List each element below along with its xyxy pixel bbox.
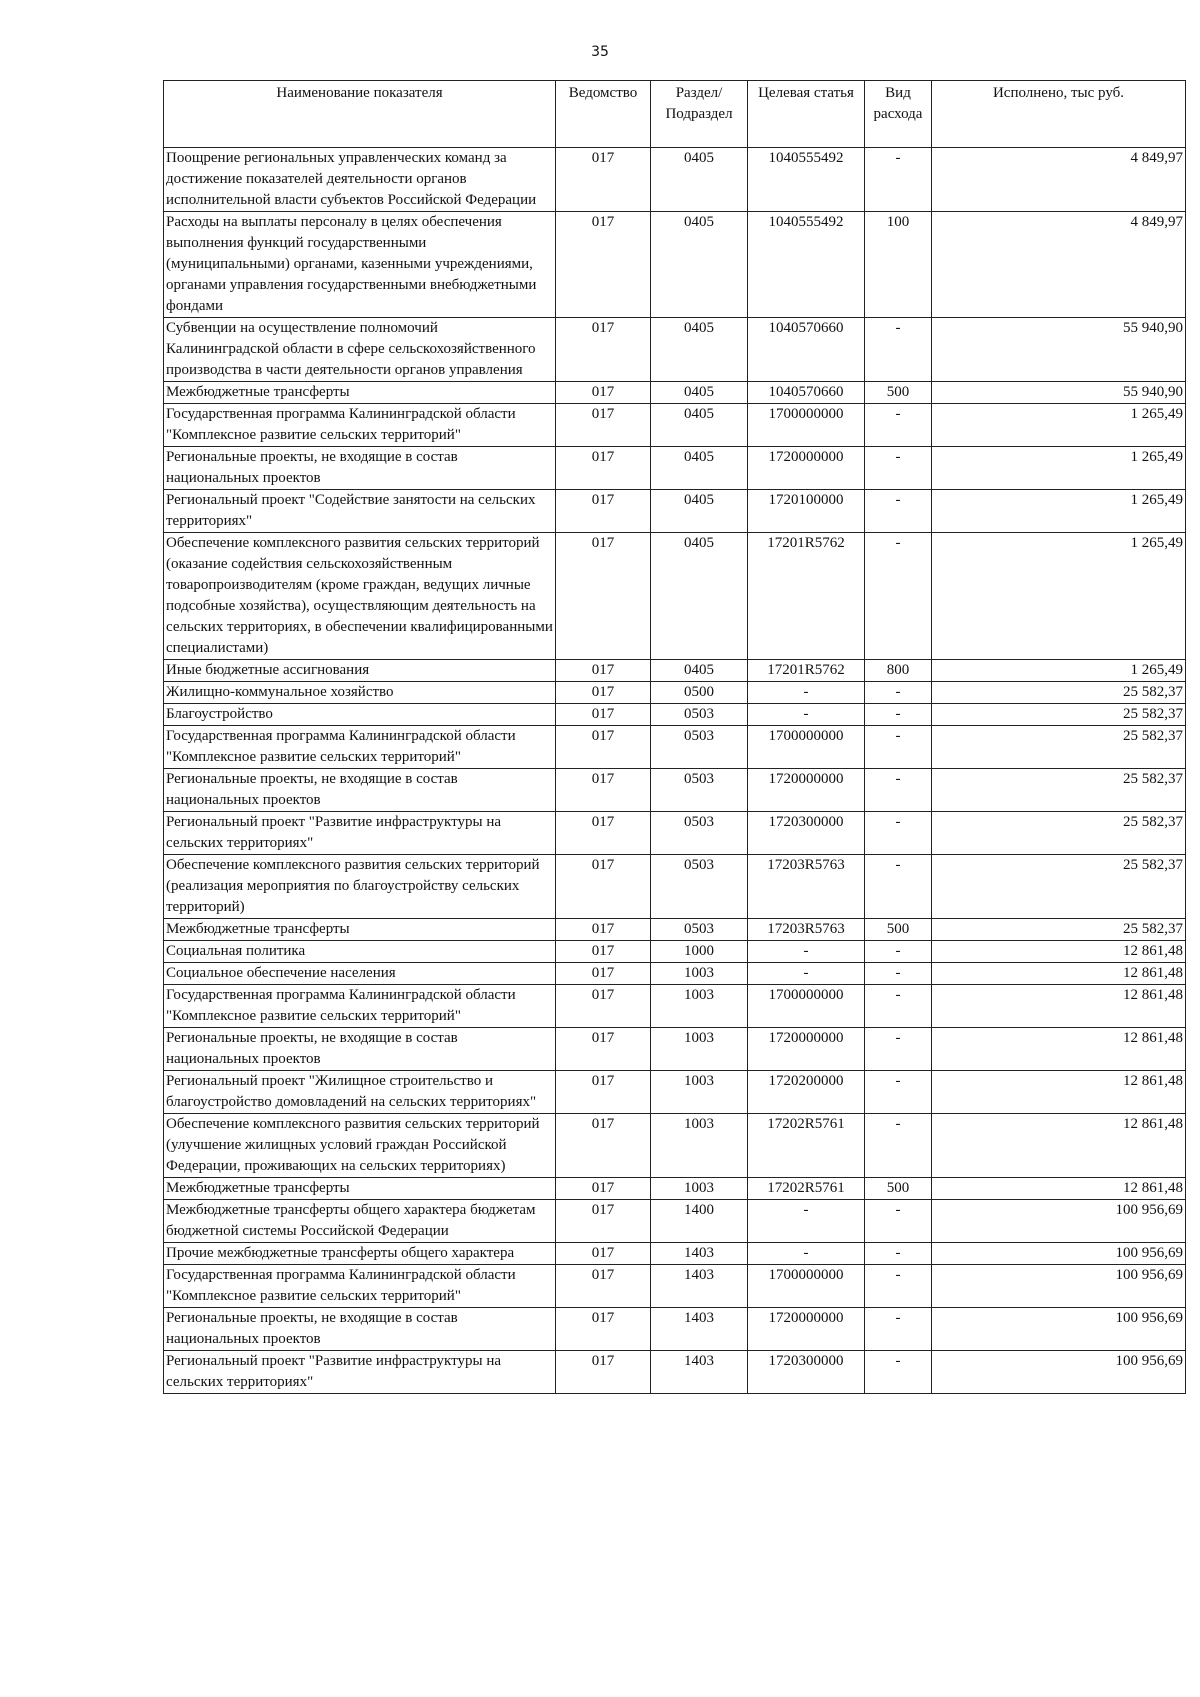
row-executed-amount: 4 849,97	[932, 212, 1186, 318]
table-row	[164, 726, 1186, 769]
table-row	[164, 769, 1186, 812]
row-indicator-name: Региональные проекты, не входящие в состав национальных проектов	[164, 1308, 556, 1351]
row-expense-type: -	[865, 941, 932, 963]
table-row	[164, 148, 1186, 212]
page-number: 35	[591, 44, 609, 60]
row-indicator-name: Региональные проекты, не входящие в состав национальных проектов	[164, 769, 556, 812]
row-section: 1400	[651, 1200, 748, 1243]
row-indicator-name: Межбюджетные трансферты	[164, 919, 556, 941]
row-indicator-name: Региональные проекты, не входящие в состав национальных проектов	[164, 1028, 556, 1071]
row-expense-type: -	[865, 1308, 932, 1351]
table-row	[164, 985, 1186, 1028]
row-executed-amount: 12 861,48	[932, 985, 1186, 1028]
row-target-article: 1700000000	[748, 985, 865, 1028]
row-expense-type: -	[865, 726, 932, 769]
row-target-article: 1720100000	[748, 490, 865, 533]
row-executed-amount: 100 956,69	[932, 1351, 1186, 1394]
row-executed-amount: 1 265,49	[932, 533, 1186, 660]
row-target-article: 1720000000	[748, 447, 865, 490]
row-department: 017	[556, 769, 651, 812]
row-executed-amount: 25 582,37	[932, 769, 1186, 812]
row-expense-type: -	[865, 318, 932, 382]
row-executed-amount: 100 956,69	[932, 1243, 1186, 1265]
row-executed-amount: 1 265,49	[932, 660, 1186, 682]
row-expense-type: 500	[865, 382, 932, 404]
row-indicator-name: Обеспечение комплексного развития сельских территорий (оказание содействия сельскохозяйственным товаропроизводителям (кроме граждан, ведущих личные подсобные хозяйства), осуществляющим деятельность на сельских территориях, в обеспечении квалифицированными специалистами)	[164, 533, 556, 660]
header-expense-type: Вид расхода	[865, 81, 932, 148]
row-expense-type: -	[865, 1265, 932, 1308]
row-executed-amount: 25 582,37	[932, 855, 1186, 919]
row-executed-amount: 25 582,37	[932, 704, 1186, 726]
row-department: 017	[556, 726, 651, 769]
row-section: 0405	[651, 404, 748, 447]
row-target-article: 1720200000	[748, 1071, 865, 1114]
row-expense-type: -	[865, 985, 932, 1028]
row-expense-type: -	[865, 1114, 932, 1178]
table-row	[164, 533, 1186, 660]
row-executed-amount: 25 582,37	[932, 726, 1186, 769]
row-section: 1403	[651, 1308, 748, 1351]
row-expense-type: -	[865, 1351, 932, 1394]
table-row	[164, 1071, 1186, 1114]
row-indicator-name: Расходы на выплаты персоналу в целях обеспечения выполнения функций государственными (муниципальными) органами, казенными учреждениями, органами управления государственными внебюджетными фондами	[164, 212, 556, 318]
row-indicator-name: Обеспечение комплексного развития сельских территорий (улучшение жилищных условий граждан Российской Федерации, проживающих на сельских территориях)	[164, 1114, 556, 1178]
row-expense-type: -	[865, 812, 932, 855]
row-department: 017	[556, 490, 651, 533]
row-department: 017	[556, 318, 651, 382]
row-target-article: 1700000000	[748, 1265, 865, 1308]
row-indicator-name: Обеспечение комплексного развития сельских территорий (реализация мероприятия по благоустройству сельских территорий)	[164, 855, 556, 919]
row-target-article: 17201R5762	[748, 533, 865, 660]
row-department: 017	[556, 533, 651, 660]
row-target-article: 17202R5761	[748, 1114, 865, 1178]
row-department: 017	[556, 941, 651, 963]
row-expense-type: 100	[865, 212, 932, 318]
row-indicator-name: Межбюджетные трансферты общего характера бюджетам бюджетной системы Российской Федерации	[164, 1200, 556, 1243]
row-section: 0503	[651, 855, 748, 919]
row-target-article: -	[748, 704, 865, 726]
row-indicator-name: Региональный проект "Развитие инфраструктуры на сельских территориях"	[164, 1351, 556, 1394]
row-section: 1003	[651, 985, 748, 1028]
table-row	[164, 447, 1186, 490]
row-section: 0405	[651, 148, 748, 212]
header-target-article: Целевая статья	[748, 81, 865, 148]
table-row	[164, 682, 1186, 704]
row-department: 017	[556, 812, 651, 855]
row-section: 0405	[651, 490, 748, 533]
table-row	[164, 660, 1186, 682]
row-department: 017	[556, 985, 651, 1028]
row-section: 1003	[651, 1071, 748, 1114]
row-indicator-name: Государственная программа Калининградской области "Комплексное развитие сельских территорий"	[164, 404, 556, 447]
row-department: 017	[556, 1071, 651, 1114]
row-section: 1003	[651, 963, 748, 985]
table-row	[164, 318, 1186, 382]
row-section: 0405	[651, 212, 748, 318]
table-row	[164, 1178, 1186, 1200]
header-indicator-name: Наименование показателя	[164, 81, 556, 148]
table-row	[164, 963, 1186, 985]
row-department: 017	[556, 382, 651, 404]
row-target-article: 1720300000	[748, 1351, 865, 1394]
row-executed-amount: 12 861,48	[932, 1071, 1186, 1114]
row-expense-type: -	[865, 148, 932, 212]
row-target-article: 1040570660	[748, 318, 865, 382]
row-target-article: 1720000000	[748, 1308, 865, 1351]
row-indicator-name: Субвенции на осуществление полномочий Калининградской области в сфере сельскохозяйственного производства в части деятельности органов управления	[164, 318, 556, 382]
row-department: 017	[556, 963, 651, 985]
row-target-article: -	[748, 682, 865, 704]
row-indicator-name: Жилищно-коммунальное хозяйство	[164, 682, 556, 704]
row-department: 017	[556, 447, 651, 490]
row-expense-type: -	[865, 1200, 932, 1243]
table-row	[164, 1265, 1186, 1308]
row-target-article: 1720300000	[748, 812, 865, 855]
table-row	[164, 404, 1186, 447]
row-department: 017	[556, 660, 651, 682]
row-indicator-name: Государственная программа Калининградской области "Комплексное развитие сельских территорий"	[164, 1265, 556, 1308]
row-section: 0405	[651, 660, 748, 682]
row-section: 1403	[651, 1351, 748, 1394]
row-executed-amount: 12 861,48	[932, 1114, 1186, 1178]
row-section: 0503	[651, 812, 748, 855]
table-row	[164, 1114, 1186, 1178]
row-expense-type: -	[865, 1028, 932, 1071]
row-target-article: 1040555492	[748, 148, 865, 212]
table-row	[164, 1028, 1186, 1071]
table-row	[164, 1243, 1186, 1265]
row-executed-amount: 100 956,69	[932, 1265, 1186, 1308]
row-section: 1403	[651, 1243, 748, 1265]
table-row	[164, 812, 1186, 855]
row-executed-amount: 12 861,48	[932, 1178, 1186, 1200]
row-section: 0500	[651, 682, 748, 704]
row-target-article: 1700000000	[748, 726, 865, 769]
row-department: 017	[556, 148, 651, 212]
row-executed-amount: 100 956,69	[932, 1200, 1186, 1243]
row-executed-amount: 55 940,90	[932, 382, 1186, 404]
row-executed-amount: 1 265,49	[932, 404, 1186, 447]
header-department: Ведомство	[556, 81, 651, 148]
table-row	[164, 1308, 1186, 1351]
header-executed-amount: Исполнено, тыс руб.	[932, 81, 1186, 148]
row-section: 1000	[651, 941, 748, 963]
table-row	[164, 919, 1186, 941]
row-executed-amount: 55 940,90	[932, 318, 1186, 382]
row-indicator-name: Межбюджетные трансферты	[164, 1178, 556, 1200]
row-expense-type: 800	[865, 660, 932, 682]
header-section: Раздел/ Подраздел	[651, 81, 748, 148]
row-executed-amount: 25 582,37	[932, 919, 1186, 941]
table-row	[164, 1200, 1186, 1243]
row-indicator-name: Региональный проект "Жилищное строительство и благоустройство домовладений на сельских территориях"	[164, 1071, 556, 1114]
row-executed-amount: 1 265,49	[932, 447, 1186, 490]
table-header-row	[164, 81, 1186, 148]
row-target-article: -	[748, 963, 865, 985]
row-indicator-name: Государственная программа Калининградской области "Комплексное развитие сельских территорий"	[164, 985, 556, 1028]
row-target-article: 1040555492	[748, 212, 865, 318]
row-section: 0405	[651, 318, 748, 382]
row-expense-type: 500	[865, 919, 932, 941]
row-department: 017	[556, 212, 651, 318]
row-indicator-name: Прочие межбюджетные трансферты общего характера	[164, 1243, 556, 1265]
row-target-article: 17203R5763	[748, 855, 865, 919]
row-section: 0503	[651, 769, 748, 812]
row-indicator-name: Благоустройство	[164, 704, 556, 726]
row-expense-type: -	[865, 1071, 932, 1114]
row-indicator-name: Иные бюджетные ассигнования	[164, 660, 556, 682]
row-executed-amount: 25 582,37	[932, 812, 1186, 855]
row-executed-amount: 12 861,48	[932, 941, 1186, 963]
row-target-article: -	[748, 1200, 865, 1243]
row-department: 017	[556, 919, 651, 941]
row-target-article: -	[748, 1243, 865, 1265]
row-indicator-name: Социальное обеспечение населения	[164, 963, 556, 985]
row-expense-type: 500	[865, 1178, 932, 1200]
row-executed-amount: 1 265,49	[932, 490, 1186, 533]
row-department: 017	[556, 1308, 651, 1351]
row-executed-amount: 25 582,37	[932, 682, 1186, 704]
table-row	[164, 855, 1186, 919]
row-section: 0503	[651, 704, 748, 726]
row-department: 017	[556, 1028, 651, 1071]
row-section: 0503	[651, 726, 748, 769]
row-section: 1003	[651, 1178, 748, 1200]
budget-table	[163, 80, 1186, 1394]
table-row	[164, 1351, 1186, 1394]
row-department: 017	[556, 1351, 651, 1394]
table-row	[164, 704, 1186, 726]
row-section: 1003	[651, 1114, 748, 1178]
table-row	[164, 212, 1186, 318]
row-target-article: 1700000000	[748, 404, 865, 447]
row-section: 0503	[651, 919, 748, 941]
row-target-article: 17202R5761	[748, 1178, 865, 1200]
row-indicator-name: Поощрение региональных управленческих команд за достижение показателей деятельности органов исполнительной власти субъектов Российской Федерации	[164, 148, 556, 212]
row-executed-amount: 4 849,97	[932, 148, 1186, 212]
table-row	[164, 490, 1186, 533]
row-executed-amount: 100 956,69	[932, 1308, 1186, 1351]
row-indicator-name: Региональный проект "Развитие инфраструктуры на сельских территориях"	[164, 812, 556, 855]
row-department: 017	[556, 404, 651, 447]
row-department: 017	[556, 1243, 651, 1265]
row-expense-type: -	[865, 769, 932, 812]
row-expense-type: -	[865, 1243, 932, 1265]
row-department: 017	[556, 1200, 651, 1243]
row-department: 017	[556, 704, 651, 726]
row-indicator-name: Межбюджетные трансферты	[164, 382, 556, 404]
table-body	[164, 148, 1186, 1394]
table-row	[164, 941, 1186, 963]
row-expense-type: -	[865, 447, 932, 490]
row-indicator-name: Региональные проекты, не входящие в состав национальных проектов	[164, 447, 556, 490]
row-target-article: 1040570660	[748, 382, 865, 404]
row-department: 017	[556, 1265, 651, 1308]
row-executed-amount: 12 861,48	[932, 1028, 1186, 1071]
table-row	[164, 382, 1186, 404]
row-target-article: 17203R5763	[748, 919, 865, 941]
row-expense-type: -	[865, 963, 932, 985]
row-section: 1003	[651, 1028, 748, 1071]
row-target-article: -	[748, 941, 865, 963]
row-target-article: 1720000000	[748, 769, 865, 812]
row-section: 0405	[651, 533, 748, 660]
row-target-article: 1720000000	[748, 1028, 865, 1071]
row-expense-type: -	[865, 533, 932, 660]
row-executed-amount: 12 861,48	[932, 963, 1186, 985]
row-indicator-name: Социальная политика	[164, 941, 556, 963]
row-expense-type: -	[865, 855, 932, 919]
row-department: 017	[556, 1178, 651, 1200]
row-department: 017	[556, 1114, 651, 1178]
row-target-article: 17201R5762	[748, 660, 865, 682]
row-expense-type: -	[865, 704, 932, 726]
row-section: 0405	[651, 382, 748, 404]
row-indicator-name: Региональный проект "Содействие занятости на сельских территориях"	[164, 490, 556, 533]
row-expense-type: -	[865, 682, 932, 704]
row-expense-type: -	[865, 490, 932, 533]
row-section: 0405	[651, 447, 748, 490]
row-section: 1403	[651, 1265, 748, 1308]
row-expense-type: -	[865, 404, 932, 447]
row-indicator-name: Государственная программа Калининградской области "Комплексное развитие сельских территорий"	[164, 726, 556, 769]
row-department: 017	[556, 682, 651, 704]
row-department: 017	[556, 855, 651, 919]
